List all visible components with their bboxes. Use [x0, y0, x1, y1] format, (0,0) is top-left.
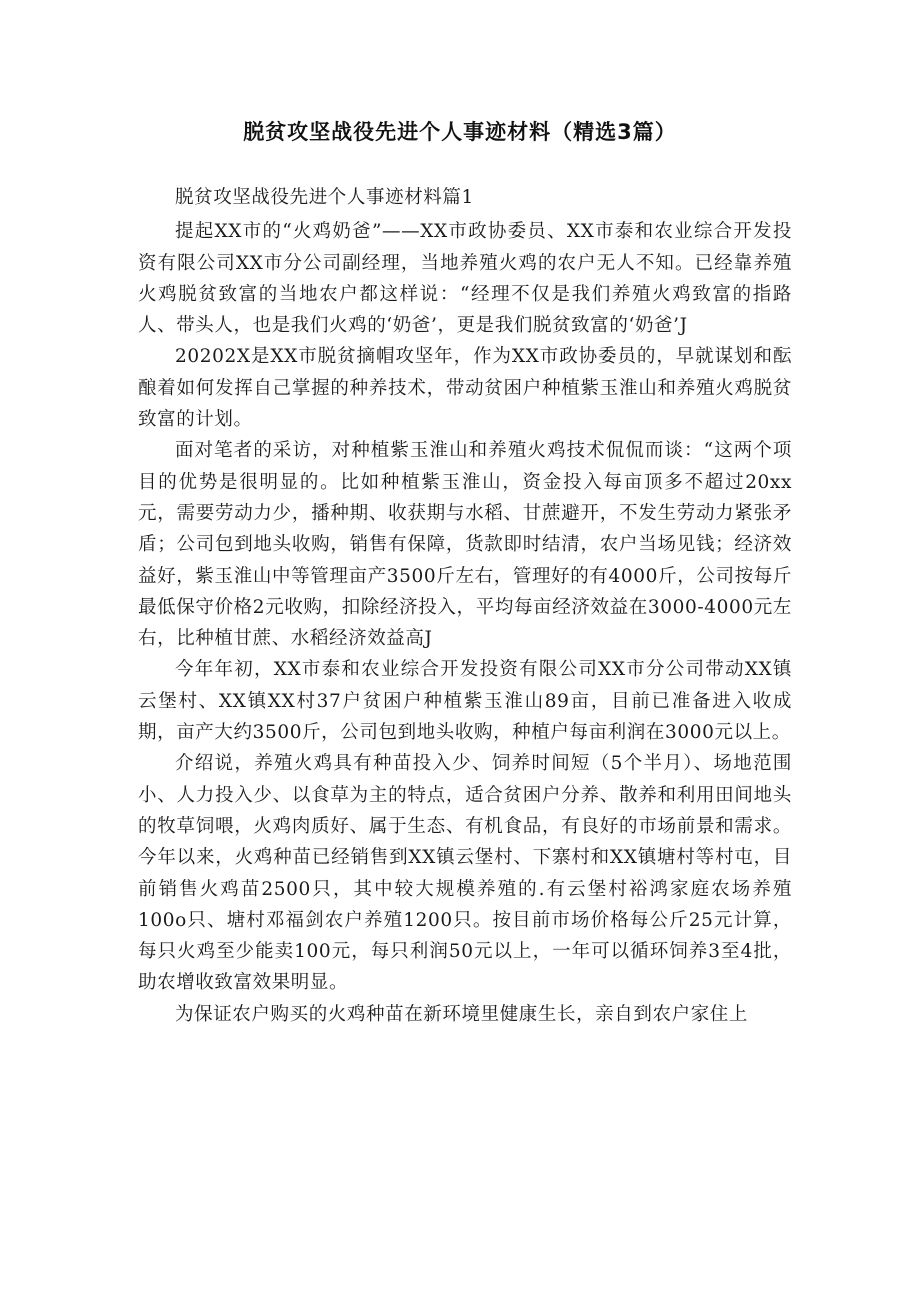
document-body [138, 182, 792, 1030]
section-subheading: 脱贫攻坚战役先进个人事迹材料篇1 [175, 187, 474, 208]
body-paragraph: 提起XX市的“火鸡奶爸”——XX市政协委员、XX市泰和农业综合开发投资有限公司XX市分公司副经理，当地养殖火鸡的农户无人不知。已经靠养殖火鸡脱贫致富的当地农户都这样说：“经理不仅是我们养殖火鸡致富的指路人、带头人，也是我们火鸡的‘奶爸’，更是我们脱贫致富的‘奶爸’J [138, 221, 792, 337]
body-paragraph: 为保证农户购买的火鸡种苗在新环境里健康生长，亲自到农户家住上 [175, 1003, 749, 1025]
body-paragraph: 今年年初，XX市泰和农业综合开发投资有限公司XX市分公司带动XX镇云堡村、XX镇XX村37户贫困户种植紫玉淮山89亩，目前已准备进入收成期，亩产大约3500斤，公司包到地头收购，种植户每亩利润在3000元以上。 [138, 659, 792, 744]
body-paragraph: 20202X是XX市脱贫摘帽攻坚年，作为XX市政协委员的，早就谋划和酝酿着如何发挥自己掌握的种养技术，带动贫困户种植紫玉淮山和养殖火鸡脱贫致富的计划。 [138, 346, 792, 431]
body-paragraph: 面对笔者的采访，对种植紫玉淮山和养殖火鸡技术侃侃而谈：“这两个项目的优势是很明显的。比如种植紫玉淮山，资金投入每亩顶多不超过20xx元，需要劳动力少，播种期、收获期与水稻、甘蔗避开，不发生劳动力紧张矛盾；公司包到地头收购，销售有保障，货款即时结清，农户当场见钱；经济效益好，紫玉淮山中等管理亩产3500斤左右，管理好的有4000斤，公司按每斤最低保守价格2元收购，扣除经济投入，平均每亩经济效益在3000-4000元左右，比种植甘蔗、水稻经济效益高J [138, 440, 792, 650]
body-paragraph: 介绍说，养殖火鸡具有种苗投入少、饲养时间短（5个半月）、场地范围小、人力投入少、以食草为主的特点，适合贫困户分养、散养和利用田间地头的牧草饲喂，火鸡肉质好、属于生态、有机食品，有良好的市场前景和需求。今年以来，火鸡种苗已经销售到XX镇云堡村、下寨村和XX镇塘村等村屯，目前销售火鸡苗2500只，其中较大规模养殖的.有云堡村裕鸿家庭农场养殖100o只、塘村邓福剑农户养殖1200只。按目前市场价格每公斤25元计算，每只火鸡至少能卖100元，每只利润50元以上，一年可以循环饲养3至4批，助农增收致富效果明显。 [138, 753, 792, 994]
document-title: 脱贫攻坚战役先进个人事迹材料（精选3篇） [243, 120, 677, 144]
